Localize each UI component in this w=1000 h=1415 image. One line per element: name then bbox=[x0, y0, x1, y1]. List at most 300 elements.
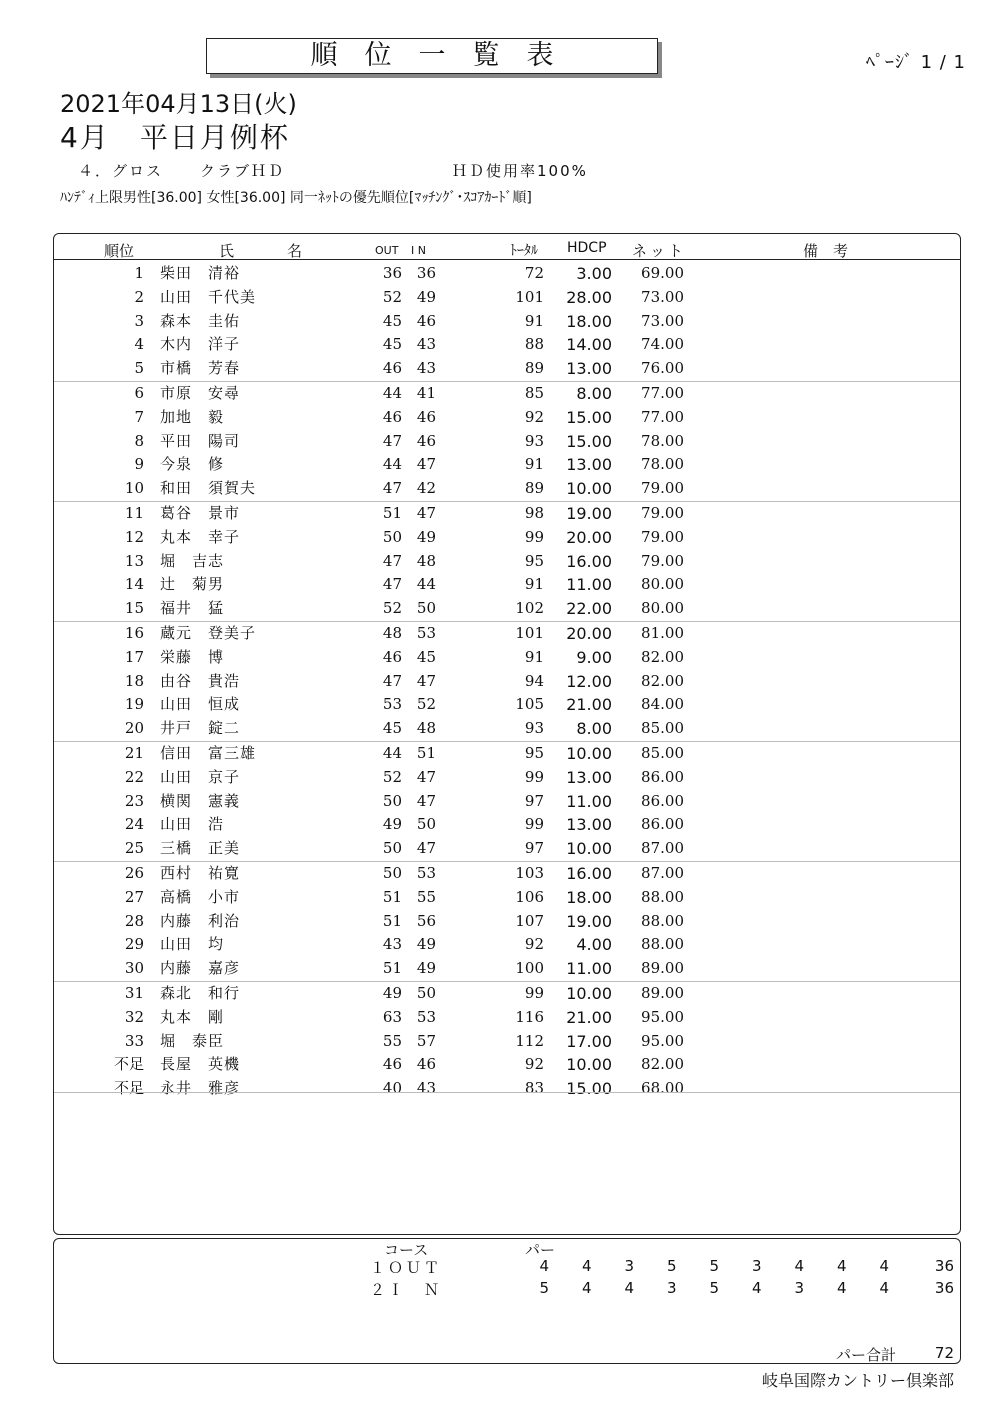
cell-hdcp: 9.00 bbox=[576, 647, 612, 667]
hole-par: 4 bbox=[879, 1279, 889, 1297]
cell-in: 46 bbox=[416, 407, 436, 426]
cell-name: 今泉 修 bbox=[160, 455, 225, 474]
cell-in: 49 bbox=[416, 959, 436, 978]
category-label: ４．グロス bbox=[78, 162, 164, 180]
cell-in: 45 bbox=[416, 647, 436, 666]
cell-out: 43 bbox=[382, 935, 402, 954]
cell-hdcp: 16.00 bbox=[566, 863, 612, 883]
hole-par: 5 bbox=[709, 1279, 719, 1297]
cell-in: 55 bbox=[416, 887, 436, 906]
cell-rank: 5 bbox=[134, 359, 144, 378]
cell-in: 43 bbox=[416, 359, 436, 378]
cell-hdcp: 15.00 bbox=[566, 1079, 612, 1099]
cell-net: 89.00 bbox=[641, 983, 684, 1002]
cell-rank: 22 bbox=[124, 767, 144, 786]
cell-total: 89 bbox=[524, 479, 544, 498]
cell-out: 51 bbox=[382, 959, 402, 978]
header-out: OUT bbox=[375, 244, 399, 257]
cell-total: 94 bbox=[524, 671, 544, 690]
cell-hdcp: 15.00 bbox=[566, 431, 612, 451]
cell-net: 68.00 bbox=[641, 1079, 684, 1098]
table-row bbox=[54, 670, 960, 694]
cell-rank: 10 bbox=[124, 479, 144, 498]
cell-total: 101 bbox=[515, 623, 544, 642]
table-row bbox=[54, 310, 960, 334]
cell-net: 86.00 bbox=[641, 815, 684, 834]
cell-name: 平田 陽司 bbox=[160, 431, 241, 450]
cell-rank: 21 bbox=[124, 743, 144, 762]
cell-name: 柴田 清裕 bbox=[160, 264, 241, 282]
cell-hdcp: 4.00 bbox=[576, 935, 612, 955]
cell-hdcp: 13.00 bbox=[566, 767, 612, 787]
page-number: ﾍﾟｰｼﾞ 1 / 1 bbox=[865, 52, 966, 73]
cell-in: 50 bbox=[416, 599, 436, 618]
cell-rank: 不足 bbox=[113, 1079, 144, 1098]
cell-out: 51 bbox=[382, 887, 402, 906]
table-row bbox=[54, 742, 960, 766]
course-label: コース bbox=[384, 1241, 429, 1259]
cell-total: 91 bbox=[524, 575, 544, 594]
cell-hdcp: 10.00 bbox=[566, 479, 612, 499]
club-hd-label: クラブＨＤ bbox=[200, 162, 286, 180]
cell-hdcp: 19.00 bbox=[566, 911, 612, 931]
table-row bbox=[54, 382, 960, 406]
table-row bbox=[54, 813, 960, 837]
cell-name: 辻 菊男 bbox=[160, 575, 225, 594]
cell-in: 51 bbox=[416, 743, 436, 762]
cell-rank: 15 bbox=[124, 599, 144, 618]
hole-par: 4 bbox=[581, 1257, 592, 1275]
cell-in: 50 bbox=[416, 983, 436, 1002]
cell-total: 97 bbox=[524, 839, 544, 858]
cell-total: 101 bbox=[515, 287, 544, 306]
cell-rank: 18 bbox=[124, 671, 144, 690]
header-name-1: 氏 bbox=[219, 242, 235, 260]
cell-rank: 2 bbox=[134, 287, 144, 306]
course-name: １ＯＵＴ bbox=[370, 1259, 443, 1277]
cell-in: 49 bbox=[416, 935, 436, 954]
cell-in: 48 bbox=[416, 719, 436, 738]
cell-out: 46 bbox=[382, 647, 402, 666]
cell-net: 79.00 bbox=[641, 503, 684, 522]
cell-name: 由谷 貴浩 bbox=[160, 671, 241, 690]
cell-in: 41 bbox=[416, 383, 436, 402]
cell-hdcp: 17.00 bbox=[566, 1031, 612, 1051]
cell-name: 市橋 芳春 bbox=[160, 359, 241, 378]
cell-out: 46 bbox=[382, 359, 402, 378]
table-row bbox=[54, 477, 960, 502]
table-row bbox=[54, 717, 960, 742]
cell-name: 横関 憲義 bbox=[160, 791, 241, 810]
cell-rank: 23 bbox=[124, 791, 144, 810]
cell-hdcp: 3.00 bbox=[576, 264, 612, 283]
table-row bbox=[54, 693, 960, 717]
cell-name: 市原 安尋 bbox=[160, 383, 241, 402]
cell-name: 栄藤 博 bbox=[160, 647, 225, 666]
cell-in: 43 bbox=[416, 1079, 436, 1098]
cell-rank: 13 bbox=[124, 551, 144, 570]
cell-total: 99 bbox=[524, 767, 544, 786]
cell-rank: 28 bbox=[124, 911, 144, 930]
par-total-label: パー合計 bbox=[836, 1346, 897, 1364]
par-total-value: 72 bbox=[934, 1344, 954, 1362]
cell-name: 森本 圭佑 bbox=[160, 311, 241, 330]
cell-rank: 19 bbox=[124, 695, 144, 714]
cell-hdcp: 22.00 bbox=[566, 599, 612, 619]
club-name: 岐阜国際カントリー倶楽部 bbox=[761, 1371, 954, 1390]
cell-total: 97 bbox=[524, 791, 544, 810]
cell-rank: 4 bbox=[134, 335, 144, 354]
table-row bbox=[54, 573, 960, 597]
table-row bbox=[54, 933, 960, 957]
cell-name: 丸本 幸子 bbox=[160, 527, 241, 546]
cell-net: 95.00 bbox=[641, 1007, 684, 1026]
cell-hdcp: 11.00 bbox=[566, 791, 612, 811]
cell-hdcp: 21.00 bbox=[566, 695, 612, 715]
cell-in: 53 bbox=[416, 623, 436, 642]
cell-hdcp: 11.00 bbox=[566, 575, 612, 595]
cell-name: 堀 泰臣 bbox=[160, 1031, 225, 1050]
cell-name: 堀 吉志 bbox=[160, 551, 225, 570]
hole-par: 4 bbox=[879, 1257, 889, 1275]
cell-in: 42 bbox=[416, 479, 436, 498]
cell-name: 蔵元 登美子 bbox=[160, 623, 257, 642]
cell-net: 73.00 bbox=[641, 311, 684, 330]
table-row bbox=[54, 286, 960, 310]
table-row bbox=[54, 837, 960, 862]
cell-name: 内藤 嘉彦 bbox=[160, 959, 241, 978]
cell-net: 86.00 bbox=[641, 791, 684, 810]
cell-name: 福井 猛 bbox=[160, 599, 225, 618]
table-row bbox=[54, 790, 960, 814]
cell-in: 48 bbox=[416, 551, 436, 570]
cell-total: 98 bbox=[524, 503, 544, 522]
cell-in: 52 bbox=[416, 695, 436, 714]
header-in: I N bbox=[411, 244, 426, 257]
page-title: 順位一覧表 bbox=[310, 40, 581, 71]
hole-par: 4 bbox=[539, 1257, 549, 1275]
hole-par: 4 bbox=[794, 1257, 804, 1275]
cell-out: 47 bbox=[382, 671, 402, 690]
header-divider bbox=[54, 259, 960, 260]
cell-total: 91 bbox=[524, 455, 544, 474]
cell-total: 103 bbox=[515, 863, 544, 882]
handicap-note: ﾊﾝﾃﾞｨ上限男性[36.00] 女性[36.00] 同一ﾈｯﾄの優先順位[ﾏｯﾁﾝｸﾞ･ｽｺｱｶｰﾄﾞ順] bbox=[60, 190, 532, 206]
cell-hdcp: 28.00 bbox=[566, 287, 612, 307]
hole-par: 3 bbox=[794, 1279, 804, 1297]
cell-out: 47 bbox=[382, 479, 402, 498]
table-row bbox=[54, 597, 960, 622]
hole-par: 4 bbox=[624, 1279, 634, 1297]
cell-out: 40 bbox=[382, 1079, 402, 1098]
cell-in: 49 bbox=[416, 527, 436, 546]
cell-total: 116 bbox=[515, 1007, 544, 1026]
cell-out: 45 bbox=[382, 311, 402, 330]
cell-out: 63 bbox=[382, 1007, 402, 1026]
cell-in: 53 bbox=[416, 1007, 436, 1026]
cell-total: 92 bbox=[524, 1055, 544, 1074]
cell-out: 52 bbox=[382, 599, 402, 618]
course-name: ２Ｉ Ｎ bbox=[370, 1281, 443, 1299]
cell-out: 52 bbox=[382, 287, 402, 306]
cell-in: 44 bbox=[416, 575, 436, 594]
cell-name: 山田 京子 bbox=[160, 767, 241, 786]
cell-net: 78.00 bbox=[641, 455, 684, 474]
cell-hdcp: 10.00 bbox=[566, 839, 612, 859]
cell-name: 葛谷 景市 bbox=[160, 503, 241, 522]
cell-hdcp: 18.00 bbox=[566, 311, 612, 331]
cell-out: 50 bbox=[382, 791, 402, 810]
cell-in: 49 bbox=[416, 287, 436, 306]
header-name-2: 名 bbox=[287, 242, 303, 260]
cell-name: 内藤 利治 bbox=[160, 911, 241, 930]
cell-rank: 26 bbox=[124, 863, 144, 882]
results-rows bbox=[54, 262, 960, 1101]
cell-total: 89 bbox=[524, 359, 544, 378]
cell-hdcp: 13.00 bbox=[566, 359, 612, 379]
cell-net: 95.00 bbox=[641, 1031, 684, 1050]
cell-name: 山田 千代美 bbox=[160, 287, 257, 306]
cell-hdcp: 14.00 bbox=[566, 335, 612, 355]
cell-total: 83 bbox=[524, 1079, 544, 1098]
cell-out: 47 bbox=[382, 575, 402, 594]
cell-hdcp: 18.00 bbox=[566, 887, 612, 907]
cell-name: 信田 富三雄 bbox=[160, 743, 257, 762]
cell-rank: 11 bbox=[124, 503, 144, 522]
cell-net: 78.00 bbox=[641, 431, 684, 450]
cell-in: 46 bbox=[416, 311, 436, 330]
cell-total: 92 bbox=[524, 935, 544, 954]
cell-total: 95 bbox=[524, 743, 544, 762]
cell-rank: 31 bbox=[124, 983, 144, 1002]
cell-in: 47 bbox=[416, 791, 436, 810]
cell-rank: 6 bbox=[134, 383, 144, 402]
hole-par: 5 bbox=[709, 1257, 719, 1275]
cell-hdcp: 8.00 bbox=[576, 383, 612, 403]
cell-out: 44 bbox=[382, 743, 402, 762]
cell-rank: 17 bbox=[124, 647, 144, 666]
cell-hdcp: 10.00 bbox=[566, 743, 612, 763]
cell-total: 99 bbox=[524, 815, 544, 834]
cell-hdcp: 19.00 bbox=[566, 503, 612, 523]
cell-out: 50 bbox=[382, 527, 402, 546]
cell-in: 47 bbox=[416, 671, 436, 690]
rows-end-divider bbox=[54, 1092, 960, 1093]
cell-in: 47 bbox=[416, 455, 436, 474]
cell-hdcp: 21.00 bbox=[566, 1007, 612, 1027]
cell-net: 84.00 bbox=[641, 695, 684, 714]
cell-total: 105 bbox=[515, 695, 544, 714]
cell-total: 106 bbox=[515, 887, 544, 906]
cell-net: 82.00 bbox=[641, 671, 684, 690]
table-row bbox=[54, 262, 960, 286]
cell-out: 44 bbox=[382, 455, 402, 474]
header-hdcp: HDCP bbox=[567, 240, 607, 256]
cell-hdcp: 10.00 bbox=[566, 983, 612, 1003]
table-row bbox=[54, 502, 960, 526]
cell-net: 88.00 bbox=[641, 911, 684, 930]
cell-in: 43 bbox=[416, 335, 436, 354]
table-row bbox=[54, 957, 960, 982]
cell-rank: 20 bbox=[124, 719, 144, 738]
table-row bbox=[54, 333, 960, 357]
cell-hdcp: 20.00 bbox=[566, 623, 612, 643]
cell-rank: 9 bbox=[134, 455, 144, 474]
table-row bbox=[54, 862, 960, 886]
cell-net: 85.00 bbox=[641, 719, 684, 738]
cell-in: 46 bbox=[416, 431, 436, 450]
cell-net: 82.00 bbox=[641, 1055, 684, 1074]
course-par-total: 36 bbox=[934, 1279, 954, 1297]
cell-net: 79.00 bbox=[641, 479, 684, 498]
table-row bbox=[54, 1030, 960, 1054]
cell-total: 93 bbox=[524, 719, 544, 738]
cell-total: 100 bbox=[515, 959, 544, 978]
cell-rank: 24 bbox=[124, 815, 144, 834]
table-row bbox=[54, 1053, 960, 1077]
hole-par: 4 bbox=[581, 1279, 592, 1297]
cell-total: 72 bbox=[524, 264, 544, 282]
cell-total: 102 bbox=[515, 599, 544, 618]
cell-net: 76.00 bbox=[641, 359, 684, 378]
cell-out: 49 bbox=[382, 983, 402, 1002]
cell-in: 47 bbox=[416, 767, 436, 786]
cell-name: 長屋 英機 bbox=[160, 1055, 241, 1074]
hole-par: 3 bbox=[624, 1257, 634, 1275]
cell-name: 加地 毅 bbox=[160, 407, 225, 426]
header-rank: 順位 bbox=[104, 242, 135, 260]
cell-in: 57 bbox=[416, 1031, 436, 1050]
hole-par: 5 bbox=[666, 1257, 677, 1275]
cell-net: 89.00 bbox=[641, 959, 684, 978]
event-name: 4月 平日月例杯 bbox=[60, 121, 290, 154]
hole-par: 4 bbox=[751, 1279, 762, 1297]
cell-rank: 33 bbox=[124, 1031, 144, 1050]
cell-rank: 14 bbox=[124, 575, 144, 594]
cell-name: 山田 恒成 bbox=[160, 695, 241, 714]
cell-total: 107 bbox=[515, 911, 544, 930]
cell-net: 77.00 bbox=[641, 383, 684, 402]
header-net: ネット bbox=[632, 242, 687, 260]
cell-name: 丸本 剛 bbox=[160, 1007, 225, 1026]
cell-rank: 3 bbox=[134, 311, 144, 330]
table-row bbox=[54, 886, 960, 910]
cell-net: 73.00 bbox=[641, 287, 684, 306]
cell-out: 36 bbox=[382, 264, 402, 282]
cell-net: 88.00 bbox=[641, 935, 684, 954]
cell-total: 91 bbox=[524, 647, 544, 666]
cell-net: 85.00 bbox=[641, 743, 684, 762]
cell-in: 53 bbox=[416, 863, 436, 882]
cell-net: 80.00 bbox=[641, 599, 684, 618]
cell-hdcp: 13.00 bbox=[566, 455, 612, 475]
table-row bbox=[54, 982, 960, 1006]
cell-in: 56 bbox=[416, 911, 436, 930]
cell-total: 112 bbox=[515, 1031, 544, 1050]
hole-par: 3 bbox=[751, 1257, 762, 1275]
cell-hdcp: 8.00 bbox=[576, 719, 612, 739]
cell-total: 93 bbox=[524, 431, 544, 450]
cell-rank: 29 bbox=[124, 935, 144, 954]
cell-out: 47 bbox=[382, 431, 402, 450]
table-row bbox=[54, 550, 960, 574]
cell-net: 79.00 bbox=[641, 551, 684, 570]
cell-name: 井戸 錠二 bbox=[160, 719, 241, 738]
cell-out: 47 bbox=[382, 551, 402, 570]
table-row bbox=[54, 453, 960, 477]
cell-name: 永井 雅彦 bbox=[160, 1079, 241, 1098]
cell-hdcp: 10.00 bbox=[566, 1055, 612, 1075]
cell-in: 47 bbox=[416, 503, 436, 522]
cell-net: 80.00 bbox=[641, 575, 684, 594]
cell-out: 45 bbox=[382, 719, 402, 738]
cell-out: 49 bbox=[382, 815, 402, 834]
cell-out: 53 bbox=[382, 695, 402, 714]
table-row bbox=[54, 357, 960, 382]
cell-hdcp: 13.00 bbox=[566, 815, 612, 835]
cell-out: 44 bbox=[382, 383, 402, 402]
cell-out: 46 bbox=[382, 1055, 402, 1074]
table-row bbox=[54, 430, 960, 454]
cell-rank: 32 bbox=[124, 1007, 144, 1026]
cell-hdcp: 16.00 bbox=[566, 551, 612, 571]
header-remarks: 備 考 bbox=[803, 242, 849, 260]
cell-rank: 8 bbox=[134, 431, 144, 450]
cell-out: 50 bbox=[382, 863, 402, 882]
cell-total: 99 bbox=[524, 527, 544, 546]
cell-net: 69.00 bbox=[641, 264, 684, 282]
table-row bbox=[54, 766, 960, 790]
cell-net: 87.00 bbox=[641, 839, 684, 858]
cell-net: 77.00 bbox=[641, 407, 684, 426]
table-row bbox=[54, 526, 960, 550]
cell-out: 51 bbox=[382, 911, 402, 930]
cell-hdcp: 15.00 bbox=[566, 407, 612, 427]
cell-hdcp: 11.00 bbox=[566, 959, 612, 979]
event-date: 2021年04月13日(火) bbox=[60, 90, 297, 118]
cell-total: 92 bbox=[524, 407, 544, 426]
cell-rank: 1 bbox=[134, 264, 144, 282]
cell-total: 95 bbox=[524, 551, 544, 570]
course-par-total: 36 bbox=[934, 1257, 954, 1275]
cell-out: 45 bbox=[382, 335, 402, 354]
cell-net: 82.00 bbox=[641, 647, 684, 666]
cell-out: 51 bbox=[382, 503, 402, 522]
table-row bbox=[54, 1006, 960, 1030]
cell-hdcp: 12.00 bbox=[566, 671, 612, 691]
cell-rank: 27 bbox=[124, 887, 144, 906]
cell-rank: 不足 bbox=[113, 1055, 144, 1074]
cell-net: 79.00 bbox=[641, 527, 684, 546]
cell-rank: 30 bbox=[124, 959, 144, 978]
cell-in: 46 bbox=[416, 1055, 436, 1074]
cell-total: 99 bbox=[524, 983, 544, 1002]
cell-hdcp: 20.00 bbox=[566, 527, 612, 547]
table-row bbox=[54, 406, 960, 430]
cell-name: 山田 均 bbox=[160, 935, 225, 954]
table-row bbox=[54, 622, 960, 646]
hole-par: 3 bbox=[666, 1279, 677, 1297]
header-total: ﾄｰﾀﾙ bbox=[510, 243, 538, 259]
cell-in: 36 bbox=[416, 264, 436, 282]
hole-par: 4 bbox=[836, 1279, 847, 1297]
cell-rank: 12 bbox=[124, 527, 144, 546]
cell-total: 88 bbox=[524, 335, 544, 354]
par-label: パー bbox=[525, 1241, 556, 1259]
cell-name: 森北 和行 bbox=[160, 983, 241, 1002]
cell-total: 91 bbox=[524, 311, 544, 330]
hole-par: 4 bbox=[836, 1257, 847, 1275]
